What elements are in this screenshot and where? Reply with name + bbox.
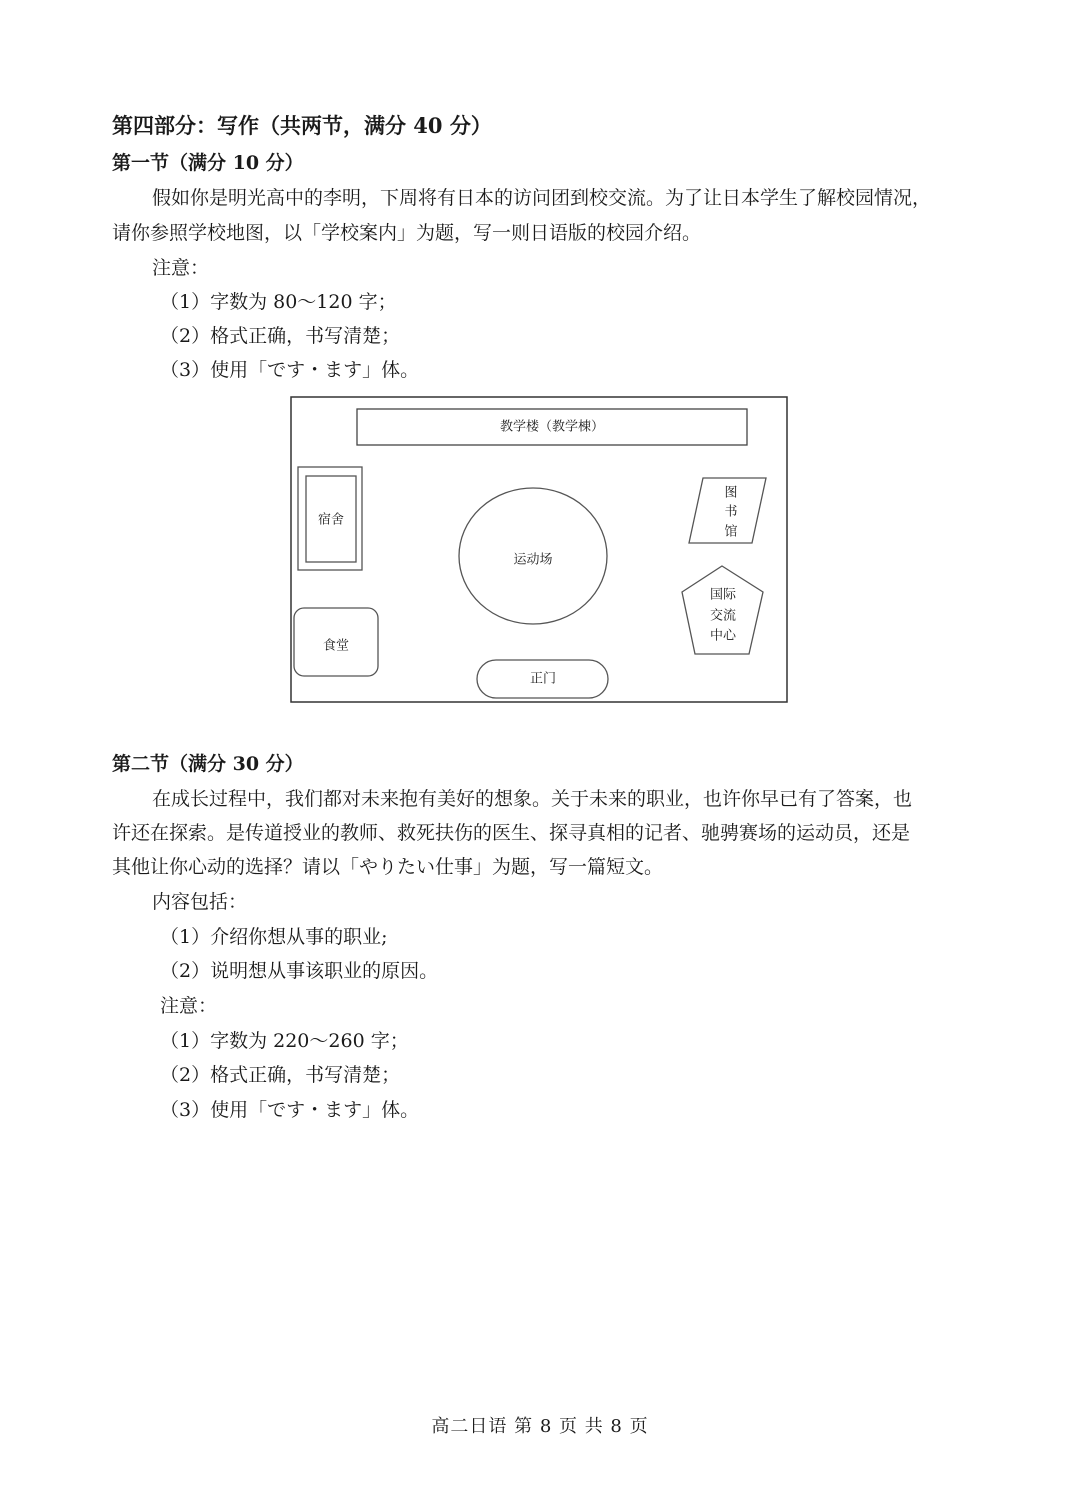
section2-content-2: （2）说明想从事该职业的原因。 xyxy=(160,960,439,982)
intl-center-label-1: 国际 xyxy=(709,587,737,603)
campus-map xyxy=(290,396,788,704)
library-label-3: 馆 xyxy=(724,524,738,540)
page-footer: 高二日语 第 8 页 共 8 页 xyxy=(431,1416,649,1437)
intl-center-label-2: 交流 xyxy=(709,608,737,624)
section1-prompt-line2: 请你参照学校地图，以「学校案内」为题，写一则日语版的校园介绍。 xyxy=(112,222,702,244)
section2-content-1: （1）介绍你想从事的职业; xyxy=(160,926,388,948)
section2-note-1: （1）字数为 220～260 字； xyxy=(160,1030,409,1052)
library-label-2: 书 xyxy=(724,504,738,520)
section2-prompt-line2: 许还在探索。是传道授业的教师、救死扶伤的医生、探寻真相的记者、驰骋赛场的运动员，还是 xyxy=(112,822,911,844)
library-label-1: 图 xyxy=(724,485,738,501)
section2-heading: 第二节（满分 30 分） xyxy=(112,753,304,775)
sports-field-label: 运动场 xyxy=(513,552,553,568)
section1-note-3: （3）使用「です・ます」体。 xyxy=(160,359,420,381)
section1-notes-label: 注意： xyxy=(152,257,210,279)
section1-heading: 第一节（满分 10 分） xyxy=(112,152,304,174)
section2-prompt-line1: 在成长过程中，我们都对未来抱有美好的想象。关于未来的职业，也许你早已有了答案，也 xyxy=(152,788,913,810)
section2-note-2: （2）格式正确，书写清楚； xyxy=(160,1064,401,1086)
section1-prompt-line1: 假如你是明光高中的李明，下周将有日本的访问团到校交流。为了让日本学生了解校园情况， xyxy=(152,187,932,209)
intl-center-label-3: 中心 xyxy=(709,628,737,644)
part-heading: 第四部分：写作（共两节，满分 40 分） xyxy=(112,113,492,138)
section2-prompt-line3: 其他让你心动的选择？请以「やりたい仕事」为题，写一篇短文。 xyxy=(112,856,664,878)
cafeteria-label: 食堂 xyxy=(322,638,350,654)
section2-notes-label: 注意： xyxy=(160,995,218,1017)
section1-note-1: （1）字数为 80～120 字； xyxy=(160,291,397,313)
section2-content-label: 内容包括： xyxy=(152,891,248,913)
section2-note-3: （3）使用「です・ます」体。 xyxy=(160,1099,420,1121)
main-gate-label: 正门 xyxy=(529,671,557,687)
teaching-building-label: 教学楼（教学棟） xyxy=(499,419,605,435)
dormitory-label: 宿舍 xyxy=(317,512,345,528)
section1-note-2: （2）格式正确，书写清楚； xyxy=(160,325,401,347)
